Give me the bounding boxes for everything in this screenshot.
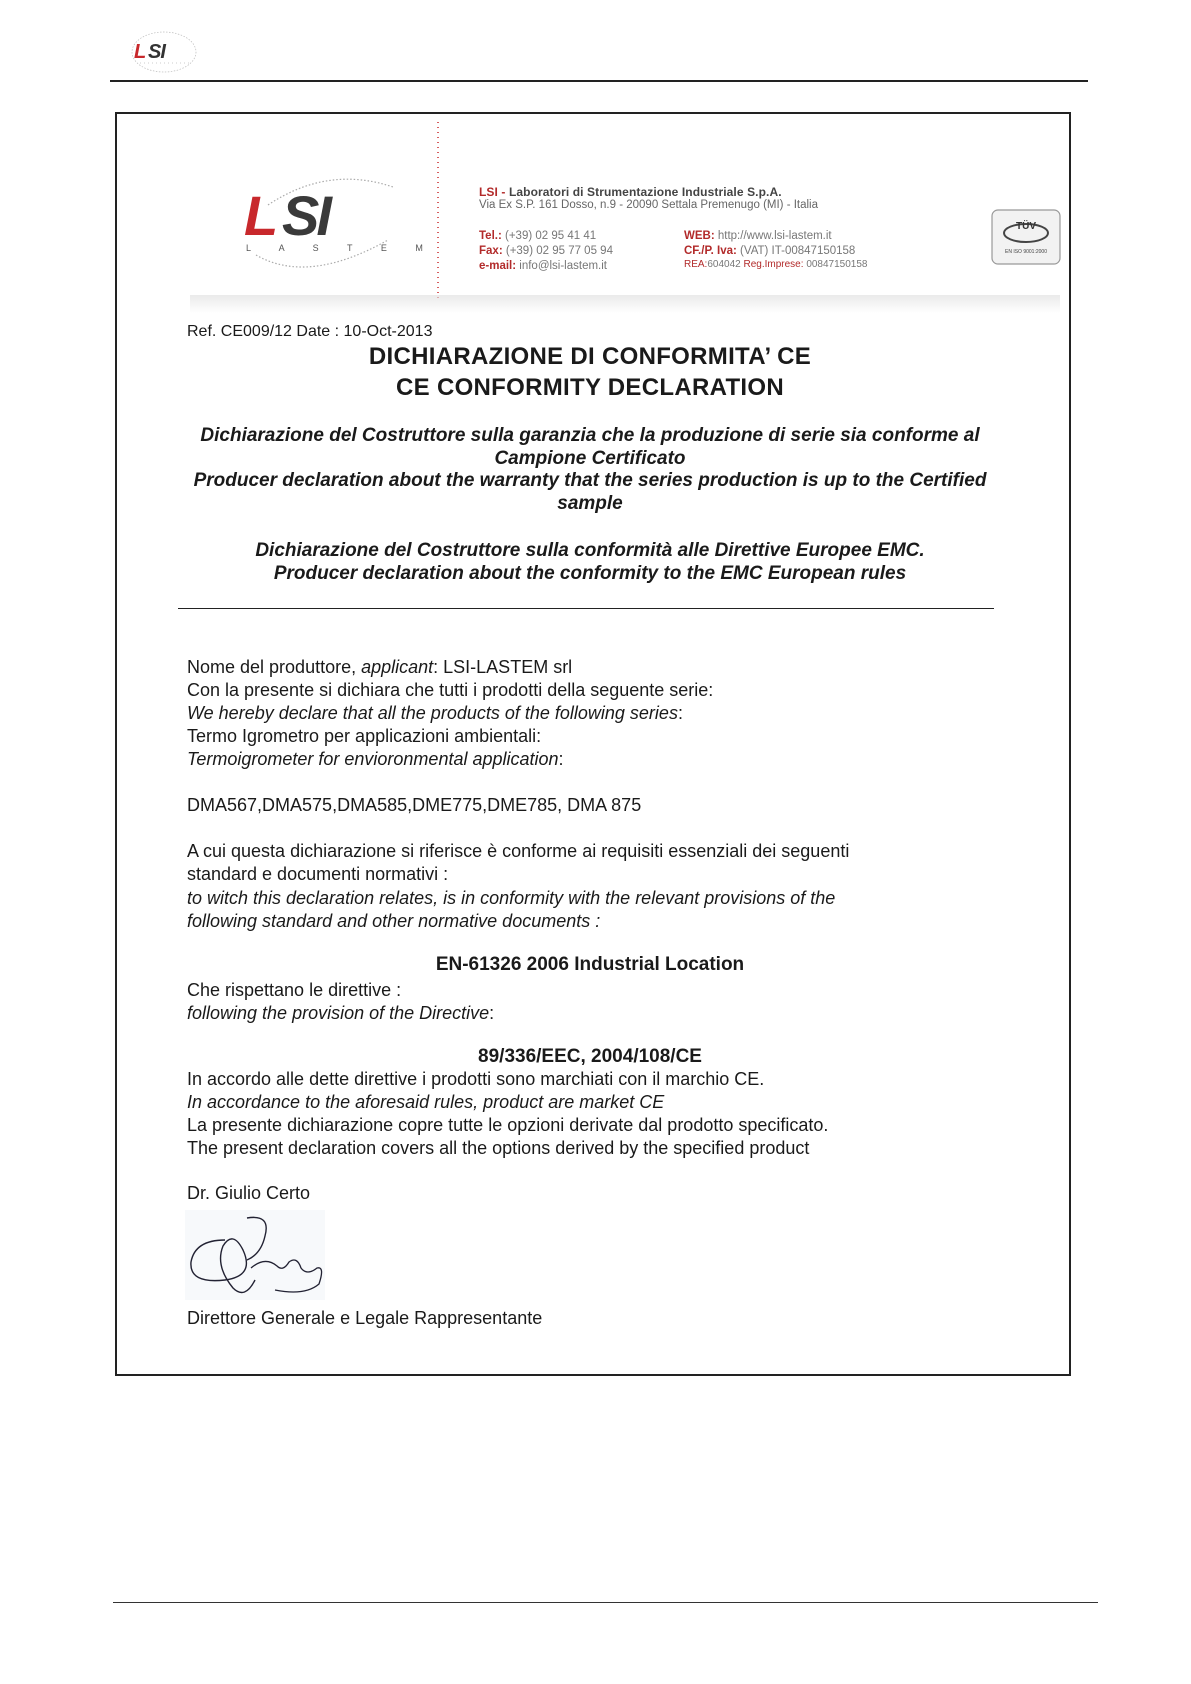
series-statement-italian: Con la presente si dichiara che tutti i prodotti della seguente serie: bbox=[187, 680, 714, 700]
tuv-certification-mark bbox=[991, 209, 1061, 265]
company-name bbox=[479, 185, 782, 199]
letterhead-tick-divider bbox=[434, 122, 442, 302]
contact-tel: Tel.: (+39) 02 95 41 41 bbox=[479, 230, 597, 242]
contact-fax: Fax: (+39) 02 95 77 05 94 bbox=[479, 245, 613, 257]
header-lsi-logo bbox=[128, 30, 198, 74]
company-name-text: Laboratori di Strumentazione Industriale S.p.A. bbox=[508, 185, 782, 199]
company-address: Via Ex S.P. 161 Dosso, n.9 - 20090 Settala Premenugo (MI) - Italia bbox=[479, 199, 819, 211]
contact-web: WEB: http://www.lsi-lastem.it bbox=[684, 230, 832, 242]
svg-text:L: L bbox=[134, 41, 146, 63]
contact-email: e-mail: info@lsi-lastem.it bbox=[479, 260, 608, 272]
options-coverage-english: The present declaration covers all the options derived by the specified product bbox=[187, 1138, 810, 1158]
contact-vat: CF./P. Iva: (VAT) IT-00847150158 bbox=[684, 245, 856, 257]
contact-block-left bbox=[479, 229, 613, 274]
declaration-emc-italian: Dichiarazione del Costruttore sulla conformità alle Direttive Europee EMC. bbox=[255, 540, 925, 561]
handwritten-signature bbox=[185, 1210, 325, 1300]
title-english: CE CONFORMITY DECLARATION bbox=[396, 374, 784, 401]
model-list: DMA567,DMA575,DMA585,DME775,DME785, DMA 875 bbox=[187, 795, 642, 815]
header-rule bbox=[110, 80, 1088, 82]
letterhead-lsi-lastem-logo bbox=[238, 165, 436, 285]
svg-text:SI: SI bbox=[148, 41, 165, 63]
contact-rea-reg: REA:604042 Reg.Imprese: 00847150158 bbox=[684, 259, 868, 270]
ce-marking-italian: In accordo alle dette direttive i prodotti sono marchiati con il marchio CE. bbox=[187, 1069, 765, 1089]
contact-block-right bbox=[684, 229, 855, 259]
directive-numbers: 89/336/EEC, 2004/108/CE bbox=[478, 1046, 702, 1067]
signer-role: Direttore Generale e Legale Rappresentante bbox=[187, 1308, 543, 1328]
reference-date-line: Ref. CE009/12 Date : 10-Oct-2013 bbox=[187, 323, 433, 340]
series-statement-english: We hereby declare that all the products of the following series: bbox=[187, 703, 683, 723]
declaration-emc-english: Producer declaration about the conformity to the EMC European rules bbox=[273, 563, 907, 584]
product-type-italian: Termo Igrometro per applicazioni ambientali: bbox=[187, 726, 542, 746]
section-separator bbox=[178, 608, 994, 609]
producer-line: Nome del produttore, applicant: LSI-LASTEM srl bbox=[187, 657, 573, 677]
directive-intro-italian: Che rispettano le direttive : bbox=[187, 980, 402, 1000]
directive-intro-english: following the provision of the Directive: bbox=[187, 1003, 495, 1023]
tuv-mark-text: TÜV bbox=[1016, 221, 1036, 232]
title-italian: DICHIARAZIONE DI CONFORMITA’ CE bbox=[368, 343, 812, 370]
company-name-prefix: LSI - bbox=[479, 185, 509, 199]
letterhead-logo-subtext: L A S T E M bbox=[246, 243, 436, 253]
declaration-warranty-italian: Dichiarazione del Costruttore sulla garanzia che la produzione di serie sia conforme al Campione Certificato bbox=[200, 425, 980, 469]
svg-text:L: L bbox=[244, 184, 276, 247]
ce-marking-english: In accordance to the aforesaid rules, product are market CE bbox=[187, 1092, 665, 1112]
conformity-statement-italian-line2: standard e documenti normativi : bbox=[187, 864, 449, 884]
tuv-mark-sub: EN ISO 9001:2000 bbox=[1005, 249, 1047, 255]
signer-name: Dr. Giulio Certo bbox=[187, 1183, 311, 1203]
conformity-statement-english-line1: to witch this declaration relates, is in conformity with the relevant provisions of the bbox=[187, 888, 836, 908]
declaration-warranty-english: Producer declaration about the warranty that the series production is up to the Certified sample bbox=[193, 470, 987, 514]
conformity-statement-english-line2: following standard and other normative documents : bbox=[187, 911, 601, 931]
footer-rule bbox=[113, 1602, 1098, 1603]
svg-text:SI: SI bbox=[282, 184, 329, 247]
applied-standard: EN-61326 2006 Industrial Location bbox=[435, 954, 745, 975]
product-type-english: Termoigrometer for envioronmental application: bbox=[187, 749, 564, 769]
letterhead-shadow bbox=[190, 295, 1060, 313]
conformity-statement-italian-line1: A cui questa dichiarazione si riferisce è conforme ai requisiti essenziali dei seguenti bbox=[187, 841, 850, 861]
options-coverage-italian: La presente dichiarazione copre tutte le opzioni derivate dal prodotto specificato. bbox=[187, 1115, 829, 1135]
